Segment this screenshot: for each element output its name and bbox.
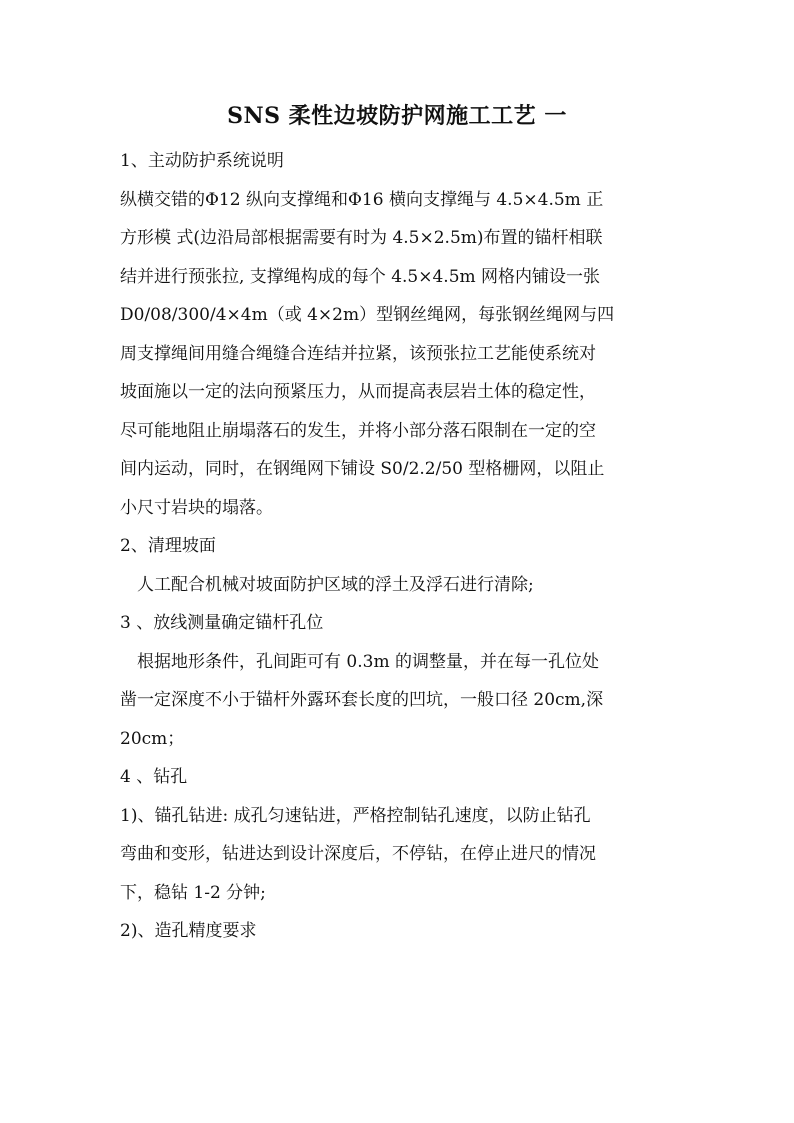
section-heading-2: 2、清理坡面 [120, 536, 216, 556]
paragraph-line: 纵横交错的Φ12 纵向支撑绳和Φ16 横向支撑绳与 4.5×4.5m 正 [120, 189, 604, 210]
paragraph-line: 人工配合机械对坡面防护区域的浮土及浮石进行清除; [137, 574, 534, 595]
paragraph-line: 下，稳钻 1-2 分钟; [120, 882, 266, 903]
paragraph-line: 小尺寸岩块的塌落。 [120, 497, 273, 518]
section-heading-3: 3 、放线测量确定锚杆孔位 [120, 613, 324, 633]
document-title: SNS 柔性边坡防护网施工工艺 一 [227, 103, 567, 129]
paragraph-line: 结并进行预张拉, 支撑绳构成的每个 4.5×4.5m 网格内铺设一张 [120, 266, 601, 287]
paragraph-line: 周支撑绳间用缝合绳缝合连结并拉紧，该预张拉工艺能使系统对 [120, 343, 596, 364]
paragraph-line: 弯曲和变形，钻进达到设计深度后，不停钻，在停止进尺的情况 [120, 844, 596, 864]
section-heading-1: 1、主动防护系统说明 [120, 151, 284, 171]
paragraph-line: 间内运动，同时，在钢绳网下铺设 S0/2.2/50 型格栅网，以阻止 [120, 459, 605, 479]
paragraph-line: 2)、造孔精度要求 [120, 921, 257, 941]
section-heading-4: 4 、钻孔 [120, 767, 188, 787]
paragraph-line: 20cm； [120, 728, 185, 749]
paragraph-line: 方形模 式(边沿局部根据需要有时为 4.5×2.5m)布置的锚杆相联 [120, 228, 603, 248]
document-body [120, 142, 680, 951]
paragraph-line: 凿一定深度不小于锚杆外露环套长度的凹坑，一般口径 20cm,深 [120, 690, 604, 710]
paragraph-line: 根据地形条件，孔间距可有 0.3m 的调整量，并在每一孔位处 [137, 651, 599, 672]
paragraph-line: 1)、锚孔钻进: 成孔匀速钻进，严格控制钻孔速度，以防止钻孔 [120, 805, 591, 826]
paragraph-line: D0/08/300/4×4m（或 4×2m）型钢丝绳网，每张钢丝绳网与四 [120, 305, 615, 325]
paragraph-line: 尽可能地阻止崩塌落石的发生，并将小部分落石限制在一定的空 [120, 420, 596, 441]
paragraph-line: 坡面施以一定的法向预紧压力，从而提高表层岩土体的稳定性， [120, 382, 596, 402]
